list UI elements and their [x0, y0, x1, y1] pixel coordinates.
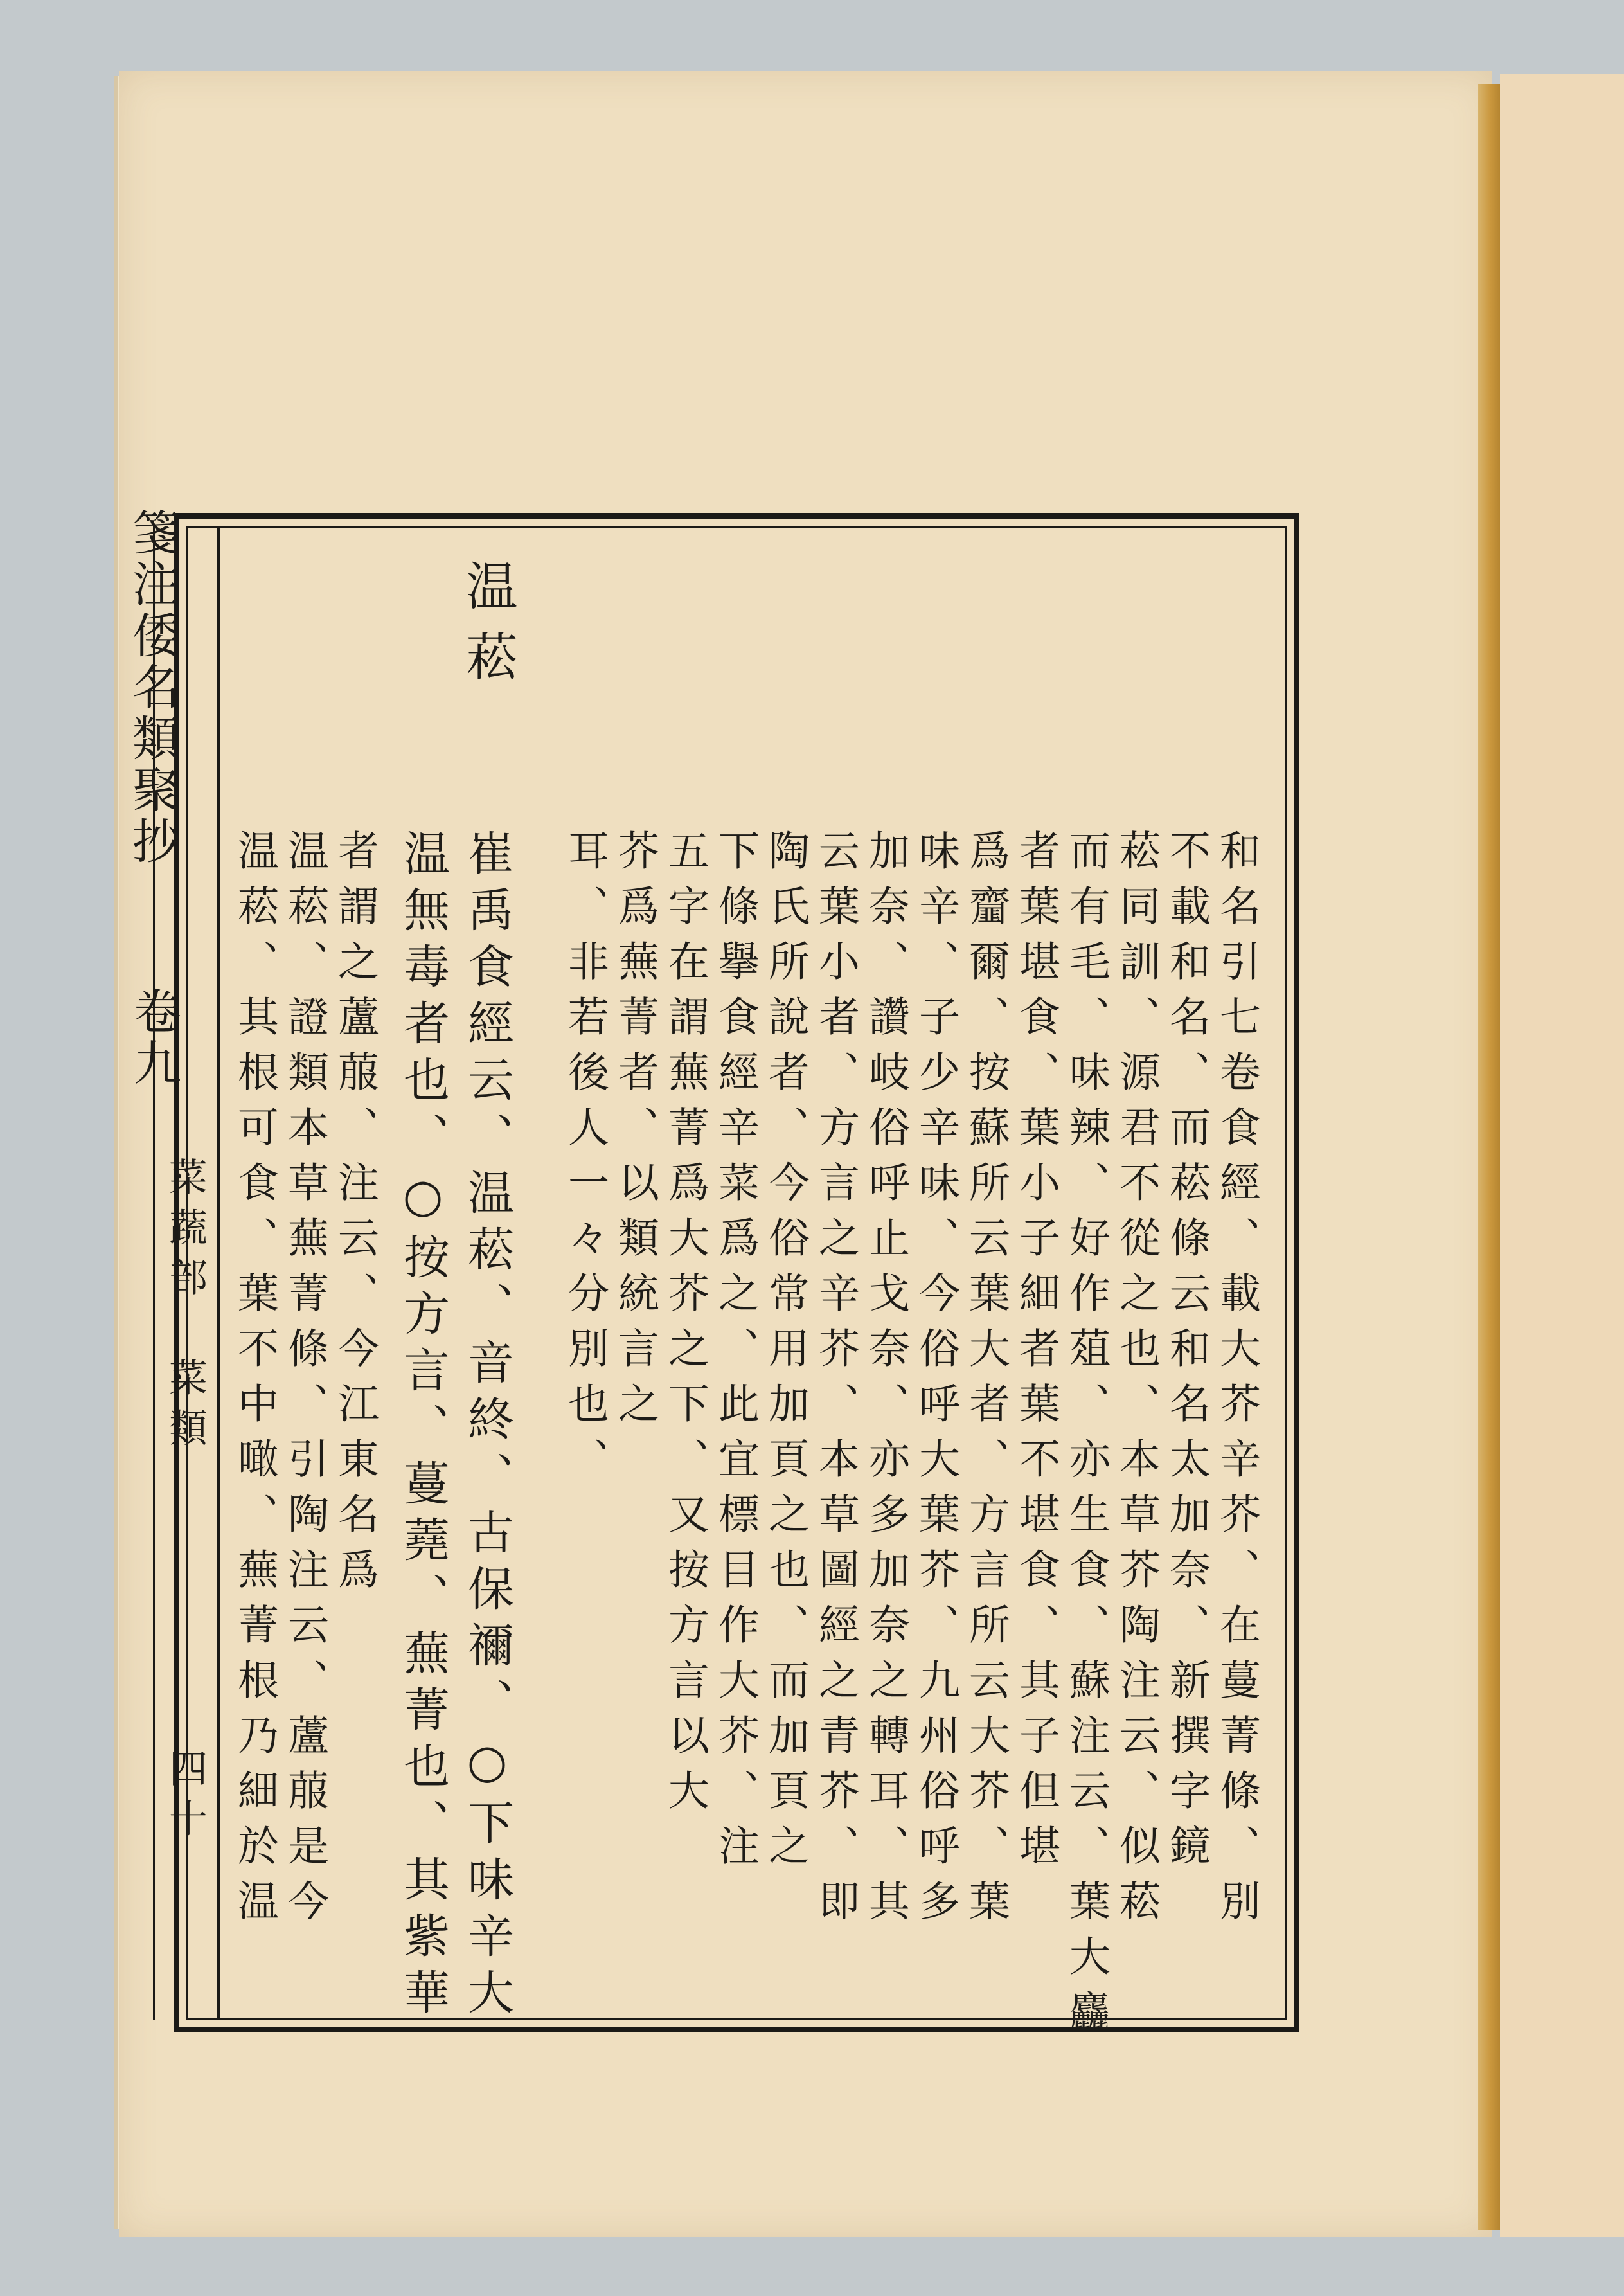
gutter-page-number: 四十	[163, 1748, 208, 1849]
text-column-8: 加奈、讚岐俗呼止戈奈、亦多加奈之轉耳、其	[862, 829, 909, 1935]
text-column-16: 温無毒者也、○按方言、蔓蕘、蕪菁也、其紫華	[396, 829, 450, 2025]
text-column-12: 五字在謂蕪菁爲大芥之下、又按方言以大	[661, 829, 709, 1824]
text-column-2: 不載和名、而菘條云和名太加奈、新撰字鏡	[1163, 829, 1210, 1879]
text-column-11: 下條擧食經辛菜爲之、此宜標目作大芥、注	[711, 829, 759, 1879]
gutter-volume: 卷九	[126, 987, 181, 1090]
text-column-15: 崔禹食經云、温菘、音終、古保禰、○下味辛大	[460, 829, 514, 2025]
text-column-5: 者葉堪食、葉小子細者葉不堪食、其子但堪	[1012, 829, 1060, 1879]
text-column-6: 爲齏爾、按蘇所云葉大者、方言所云大芥、葉	[962, 829, 1010, 1935]
text-column-14: 耳、非若後人一々分別也、	[561, 829, 609, 1493]
text-column-17: 者謂之蘆菔、注云、今江東名爲	[331, 829, 379, 1603]
gutter-rule	[217, 526, 220, 2020]
book-spine	[1478, 84, 1501, 2230]
gutter-section: 菜蔬部 菜類	[163, 1157, 208, 1458]
text-column-7: 味辛、子少辛味、今俗呼大葉芥、九州俗呼多	[912, 829, 959, 1935]
text-column-9: 云葉小者、方言之辛芥、本草圖經之青芥、即	[812, 829, 859, 1935]
text-column-4: 而有毛、味辣、好作葅、亦生食、蘇注云、葉大麤	[1062, 829, 1110, 2045]
text-column-13: 芥爲蕪菁者、以類統言之	[611, 829, 659, 1437]
text-column-19: 温菘、其根可食、葉不中噉、蕪菁根乃細於温	[231, 829, 278, 1935]
text-column-10: 陶氏所說者、今俗常用加頁之也、而加頁之	[762, 829, 809, 1879]
entry-heading: 温菘	[458, 559, 517, 701]
text-column-3: 菘同訓、源君不從之也、本草芥陶注云、似菘	[1112, 829, 1160, 1935]
gutter-book-title: 箋注倭名類聚抄	[125, 508, 180, 868]
text-column-18: 温菘、證類本草蕪菁條、引陶注云、蘆菔是今	[281, 829, 328, 1935]
text-column-1: 和名引七卷食經、載大芥辛芥、在蔓菁條、別	[1213, 829, 1260, 1935]
facing-page	[1500, 74, 1624, 2237]
